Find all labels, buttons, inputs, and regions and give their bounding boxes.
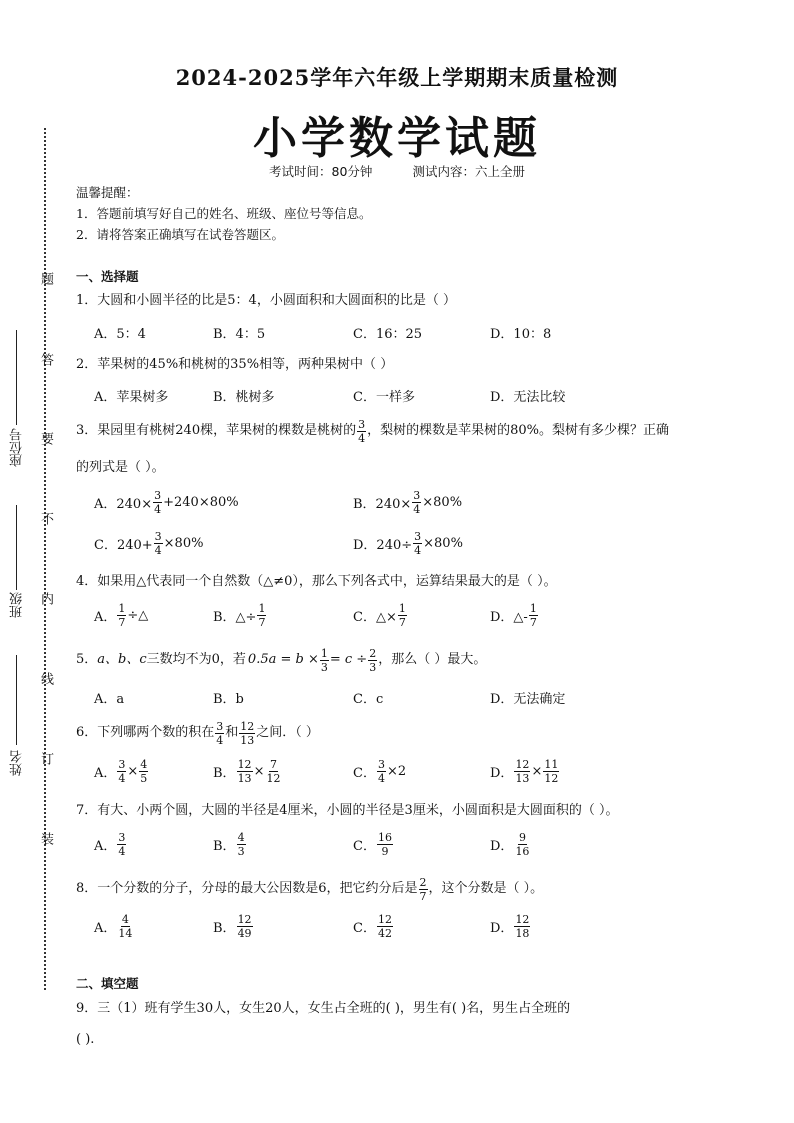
option-c[interactable]: C． $\frac{12}{42}$ bbox=[353, 913, 392, 940]
option-d[interactable]: D．无法比较 bbox=[490, 390, 566, 405]
option-a[interactable]: A．苹果树多 bbox=[94, 390, 169, 405]
fraction: $\frac{3}{4}$ bbox=[358, 417, 366, 445]
option-b[interactable]: B．4：5 bbox=[213, 327, 266, 342]
margin-char: 线 bbox=[38, 672, 53, 685]
exam-info bbox=[0, 162, 794, 180]
exam-content: 测试内容：六上全册 bbox=[412, 164, 525, 179]
notice-heading: 温馨提醒： bbox=[76, 185, 139, 200]
question-stem: 6．下列哪两个数的积在 $\frac{3}{4}$ 和 $\frac{12}{13}$ 之间．（ ） bbox=[76, 719, 319, 747]
margin-char: 要 bbox=[38, 432, 53, 445]
option-a[interactable]: A．a bbox=[94, 692, 125, 707]
option-a[interactable]: A． $\frac{3}{4}$ bbox=[94, 831, 126, 858]
option-d[interactable]: D．10：8 bbox=[490, 327, 552, 342]
option-b[interactable]: B． $\frac{12}{13}$ × $\frac{7}{12}$ bbox=[213, 758, 281, 785]
margin-char: 不 bbox=[38, 512, 53, 525]
question-stem: 的列式是（ ）。 bbox=[76, 460, 165, 475]
option-b[interactable]: B．△÷ $\frac{1}{7}$ bbox=[213, 602, 266, 629]
question-stem: 2．苹果树的45%和桃树的35%相等，两种果树中（ ） bbox=[76, 357, 394, 372]
exam-title-line: 2024-2025学年六年级上学期期末质量检测 bbox=[175, 65, 619, 90]
option-a[interactable]: A．5：4 bbox=[94, 327, 146, 342]
option-c[interactable]: C．240+ $\frac{3}{4}$ ×80% bbox=[94, 530, 204, 557]
option-c[interactable]: C．△× $\frac{1}{7}$ bbox=[353, 602, 406, 629]
option-b[interactable]: B．240× $\frac{3}{4}$ ×80% bbox=[353, 489, 463, 516]
margin-char: 内 bbox=[38, 592, 53, 605]
question-stem: 8．一个分数的分子，分母的最大公因数是6，把它约分后是 $\frac{2}{7}$ ，这个分数是（ ）。 bbox=[76, 875, 544, 903]
option-c[interactable]: C． $\frac{16}{9}$ bbox=[353, 831, 392, 858]
option-d[interactable]: D． $\frac{9}{16}$ bbox=[490, 831, 530, 858]
binding-dotted-line bbox=[44, 128, 46, 990]
option-a[interactable]: A． $\frac{3}{4}$ × $\frac{4}{5}$ bbox=[94, 758, 148, 785]
question-stem: 1．大圆和小圆半径的比是5：4，小圆面积和大圆面积的比是（ ） bbox=[76, 293, 456, 308]
option-c[interactable]: C．一样多 bbox=[353, 390, 415, 405]
notice-item: 1．答题前填写好自己的姓名、班级、座位号等信息。 bbox=[76, 206, 372, 221]
question-stem: 4．如果用△代表同一个自然数（△≠0），那么下列各式中，运算结果最大的是（ ）。 bbox=[76, 574, 557, 589]
option-d[interactable]: D．无法确定 bbox=[490, 692, 566, 707]
option-c[interactable]: C．c bbox=[353, 692, 384, 707]
question-stem: 3．果园里有桃树240棵，苹果树的棵数是桃树的 $\frac{3}{4}$ ，梨树的棵数是苹果树的80%。梨树有多少棵？正确 bbox=[76, 417, 669, 445]
main-title: 小学数学试题 bbox=[253, 113, 541, 164]
option-d[interactable]: D． $\frac{12}{13}$ × $\frac{11}{12}$ bbox=[490, 758, 559, 785]
seat-number-label: 座位号 bbox=[10, 428, 25, 467]
option-b[interactable]: B． $\frac{12}{49}$ bbox=[213, 913, 252, 940]
option-c[interactable]: C．16：25 bbox=[353, 327, 423, 342]
name-label: 姓名 bbox=[10, 750, 25, 776]
margin-char: 装 bbox=[38, 832, 53, 845]
option-a[interactable]: A． $\frac{4}{14}$ bbox=[94, 913, 133, 940]
class-label: 班级 bbox=[10, 592, 25, 618]
class-blank[interactable] bbox=[16, 505, 17, 590]
option-b[interactable]: B． $\frac{4}{3}$ bbox=[213, 831, 245, 858]
option-d[interactable]: D． $\frac{12}{18}$ bbox=[490, 913, 530, 940]
margin-char: 答 bbox=[38, 353, 53, 366]
option-a[interactable]: A． $\frac{1}{7}$ ÷△ bbox=[94, 602, 149, 629]
question-stem: 9．三（1）班有学生30人，女生20人，女生占全班的( )，男生有( )名，男生占全班的 bbox=[76, 1001, 571, 1016]
section-heading-choice: 一、选择题 bbox=[76, 269, 139, 284]
question-stem: 7．有大、小两个圆，大圆的半径是4厘米，小圆的半径是3厘米，小圆面积是大圆面积的（ ）。 bbox=[76, 803, 619, 818]
notice-item: 2．请将答案正确填写在试卷答题区。 bbox=[76, 227, 284, 242]
question-stem: ( ). bbox=[76, 1032, 95, 1047]
margin-char: 订 bbox=[38, 752, 53, 765]
margin-char: 题 bbox=[38, 272, 53, 285]
section-heading-fill: 二、填空题 bbox=[76, 976, 139, 991]
option-b[interactable]: B．桃树多 bbox=[213, 390, 275, 405]
name-blank[interactable] bbox=[16, 655, 17, 745]
option-a[interactable]: A．240× $\frac{3}{4}$ +240×80% bbox=[94, 489, 239, 516]
seat-number-blank[interactable] bbox=[16, 330, 17, 425]
question-stem: 5． a、b、c 三数均不为0，若 0.5a = b × $\frac{1}{3}$ = c ÷ $\frac{2}{3}$ ，那么（ ）最大。 bbox=[76, 646, 487, 674]
option-c[interactable]: C． $\frac{3}{4}$ ×2 bbox=[353, 758, 407, 785]
option-b[interactable]: B．b bbox=[213, 692, 244, 707]
option-d[interactable]: D．△- $\frac{1}{7}$ bbox=[490, 602, 537, 629]
option-d[interactable]: D．240÷ $\frac{3}{4}$ ×80% bbox=[353, 530, 463, 557]
exam-time: 考试时间：80分钟 bbox=[269, 164, 373, 179]
